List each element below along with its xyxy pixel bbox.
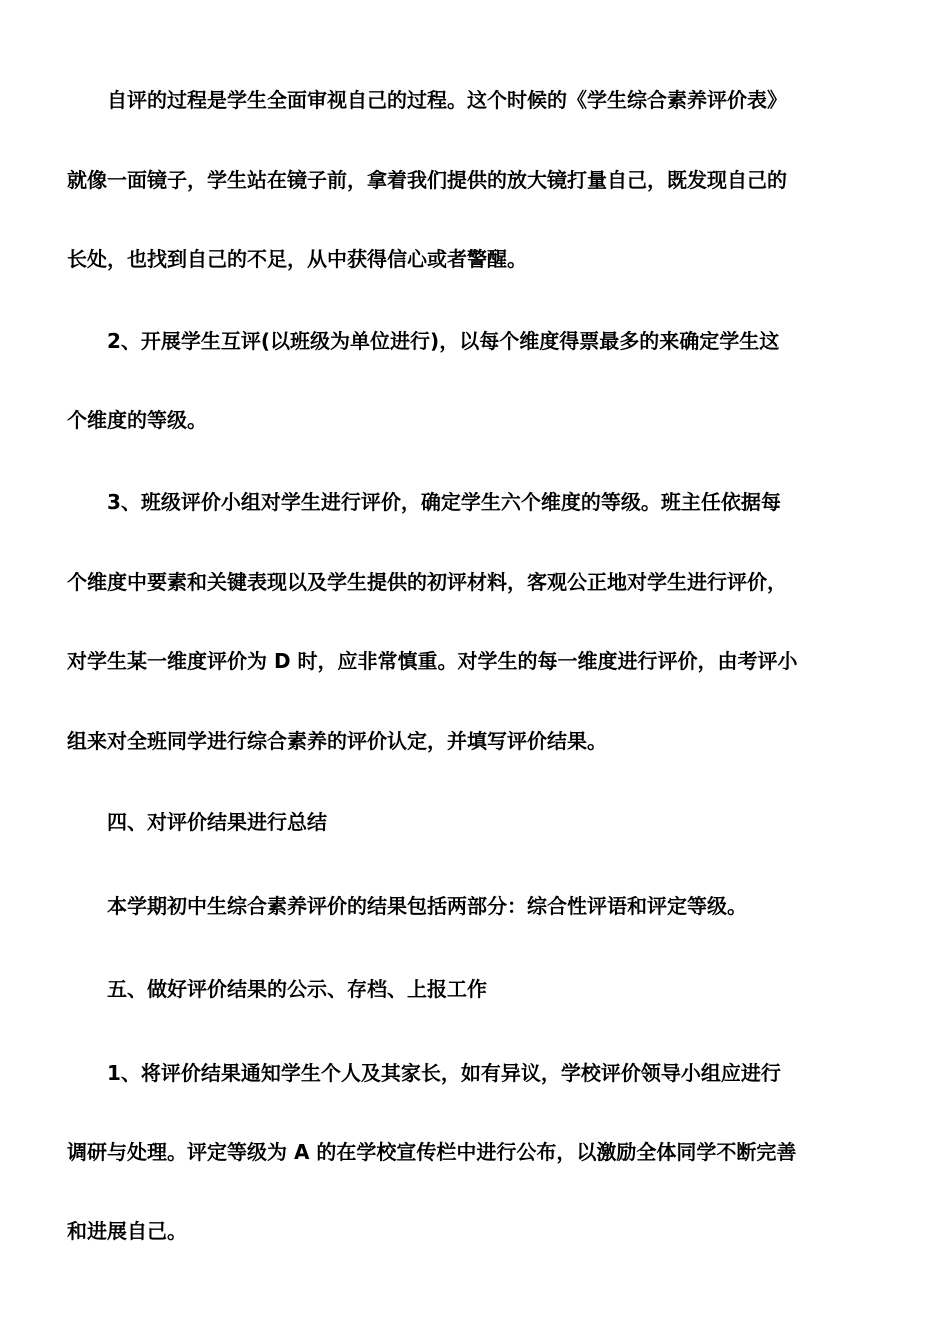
paragraph-4-line-1: 本学期初中生综合素养评价的结果包括两部分：综合性评语和评定等级。 [67, 894, 747, 918]
paragraph-5-line-3: 和进展自己。 [67, 1219, 187, 1243]
paragraph-3-line-2: 个维度中要素和关键表现以及学生提供的初评材料，客观公正地对学生进行评价， [67, 570, 787, 594]
paragraph-5-line-1: 1、将评价结果通知学生个人及其家长，如有异议，学校评价领导小组应进行 [67, 1061, 781, 1085]
paragraph-5-line-2: 调研与处理。评定等级为 A 的在学校宣传栏中进行公布，以激励全体同学不断完善 [67, 1140, 797, 1164]
paragraph-1-line-2: 就像一面镜子，学生站在镜子前，拿着我们提供的放大镜打量自己，既发现自己的 [67, 168, 787, 192]
paragraph-3-line-3: 对学生某一维度评价为 D 时，应非常慎重。对学生的每一维度进行评价，由考评小 [67, 649, 798, 673]
paragraph-3-line-4: 组来对全班同学进行综合素养的评价认定，并填写评价结果。 [67, 729, 607, 753]
section-heading-4: 四、对评价结果进行总结 [67, 810, 327, 834]
paragraph-1-line-1: 自评的过程是学生全面审视自己的过程。这个时候的《学生综合素养评价表》 [67, 88, 787, 112]
paragraph-3-line-1: 3、班级评价小组对学生进行评价，确定学生六个维度的等级。班主任依据每 [67, 490, 781, 514]
paragraph-1-line-3: 长处，也找到自己的不足，从中获得信心或者警醒。 [67, 247, 527, 271]
section-heading-5: 五、做好评价结果的公示、存档、上报工作 [67, 977, 487, 1001]
paragraph-2-line-1: 2、开展学生互评(以班级为单位进行)，以每个维度得票最多的来确定学生这 [67, 329, 780, 353]
paragraph-2-line-2: 个维度的等级。 [67, 408, 207, 432]
